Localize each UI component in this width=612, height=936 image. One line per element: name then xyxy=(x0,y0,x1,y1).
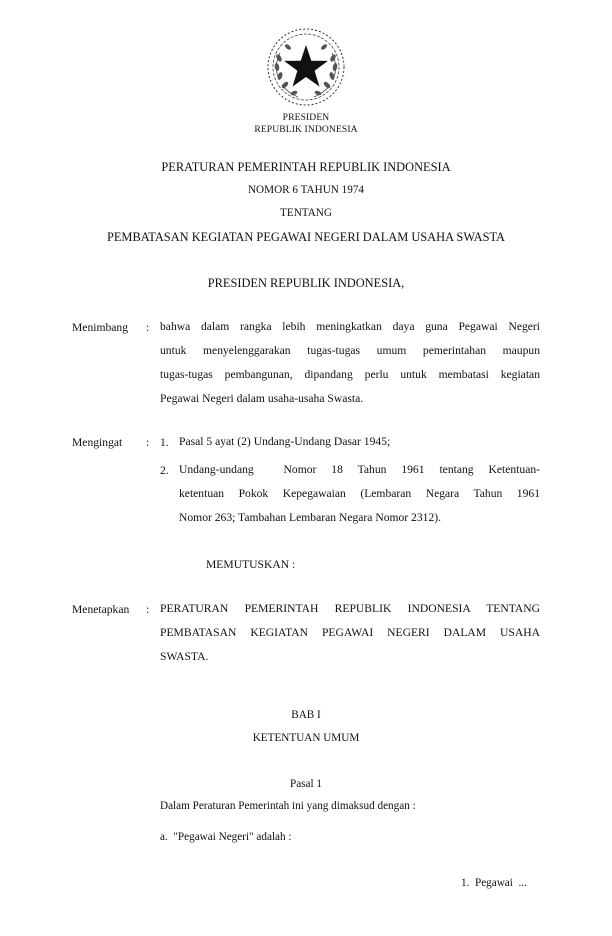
mengingat-item-2-num: 2. xyxy=(160,464,169,477)
pasal-intro: Dalam Peraturan Pemerintah ini yang dimaksud dengan : xyxy=(160,800,416,812)
title-line-2: NOMOR 6 TAHUN 1974 xyxy=(247,184,365,196)
header-line-1: PRESIDEN xyxy=(282,112,330,123)
memutuskan-heading: MEMUTUSKAN : xyxy=(206,558,296,571)
menetapkan-label: Menetapkan xyxy=(72,603,130,616)
pasal-title: Pasal 1 xyxy=(289,778,322,790)
bab-number: BAB I xyxy=(291,709,321,721)
mengingat-item-2-line-2: ketentuan Pokok Kepegawaian (Lembaran Negara Tahun 1961 xyxy=(179,487,540,500)
menetapkan-line-3: SWASTA. xyxy=(160,650,209,663)
menetapkan-line-2: PEMBATASAN KEGIATAN PEGAWAI NEGERI DALAM USAHA xyxy=(160,626,540,639)
mengingat-item-2 xyxy=(179,458,540,530)
menimbang-line-2: untuk menyelenggarakan tugas-tugas umum pemerintahan maupun xyxy=(160,344,540,357)
menimbang-text xyxy=(160,315,540,411)
menimbang-colon: : xyxy=(146,321,150,334)
menetapkan-text xyxy=(160,597,540,669)
mengingat-label: Mengingat xyxy=(72,436,123,449)
menetapkan-colon: : xyxy=(146,603,150,616)
title-line-3: TENTANG xyxy=(280,207,332,219)
mengingat-item-2-line-3: Nomor 263; Tambahan Lembaran Negara Nomor 2312). xyxy=(179,511,442,524)
mengingat-colon: : xyxy=(146,436,150,449)
menimbang-label: Menimbang xyxy=(72,321,129,334)
title-line-4: PEMBATASAN KEGIATAN PEGAWAI NEGERI DALAM USAHA SWASTA xyxy=(106,230,506,244)
garuda-star-emblem xyxy=(266,27,346,107)
mengingat-item-2-line-1: Undang-undang Nomor 18 Tahun 1961 tentang Ketentuan- xyxy=(179,463,540,476)
mengingat-item-1-num: 1. xyxy=(160,436,169,449)
bab-title: KETENTUAN UMUM xyxy=(252,732,360,744)
mengingat-item-1-line-1: Pasal 5 ayat (2) Undang-Undang Dasar 1945; xyxy=(179,435,391,448)
header-line-2: REPUBLIK INDONESIA xyxy=(254,124,358,135)
menimbang-line-4: Pegawai Negeri dalam usaha-usaha Swasta. xyxy=(160,392,364,405)
menetapkan-line-1: PERATURAN PEMERINTAH REPUBLIK INDONESIA TENTANG xyxy=(160,602,540,615)
page-continuation: 1. Pegawai ... xyxy=(461,877,527,889)
mengingat-item-1 xyxy=(179,430,540,454)
title-line-1: PERATURAN PEMERINTAH REPUBLIK INDONESIA xyxy=(161,160,451,174)
menimbang-line-1: bahwa dalam rangka lebih meningkatkan daya guna Pegawai Negeri xyxy=(160,320,540,333)
emblem-svg xyxy=(266,27,346,107)
menimbang-line-3: tugas-tugas pembangunan, dipandang perlu untuk membatasi kegiatan xyxy=(160,368,540,381)
president-heading: PRESIDEN REPUBLIK INDONESIA, xyxy=(207,276,405,290)
pasal-item-a: a. "Pegawai Negeri" adalah : xyxy=(160,831,292,843)
